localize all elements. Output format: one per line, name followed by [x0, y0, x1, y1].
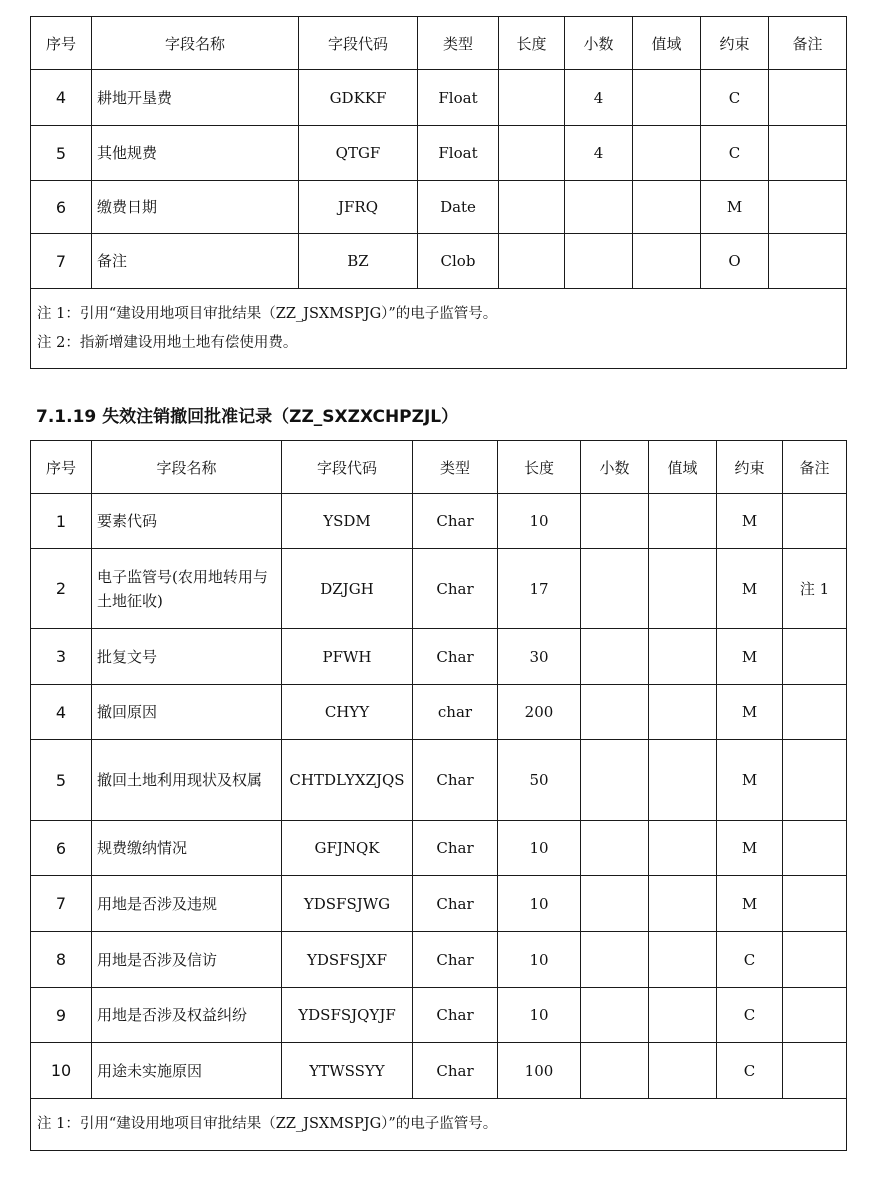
- cell-constraint: C: [701, 126, 769, 181]
- cell-type: Char: [413, 876, 498, 932]
- cell-range: [649, 629, 717, 685]
- note-2: 注 2：指新增建设用地土地有偿使用费。: [37, 334, 298, 351]
- header-remark: 备注: [783, 441, 847, 494]
- cell-range: [633, 181, 701, 234]
- cell-type: Char: [413, 821, 498, 876]
- header-remark: 备注: [769, 17, 847, 70]
- cell-constraint: M: [717, 685, 783, 740]
- table-row: [31, 629, 847, 685]
- cell-length: [499, 126, 565, 181]
- cell-field-name: 撤回原因: [92, 685, 282, 740]
- header-field-name: 字段名称: [92, 441, 282, 494]
- cell-decimal: [581, 685, 649, 740]
- header-seq: 序号: [31, 441, 92, 494]
- cell-field-code: YDSFSJXF: [282, 932, 413, 988]
- cell-field-name: 批复文号: [92, 629, 282, 685]
- cell-decimal: [581, 494, 649, 549]
- cell-length: [499, 70, 565, 126]
- table-row: [31, 1043, 847, 1099]
- header-range: 值域: [649, 441, 717, 494]
- cell-range: [649, 740, 717, 821]
- header-constraint: 约束: [717, 441, 783, 494]
- cell-remark: [783, 629, 847, 685]
- cell-field-name: 用地是否涉及违规: [92, 876, 282, 932]
- cell-constraint: M: [717, 821, 783, 876]
- header-field-code: 字段代码: [282, 441, 413, 494]
- cell-type: Date: [418, 181, 499, 234]
- table-row: [31, 932, 847, 988]
- cell-field-name: 撤回土地利用现状及权属: [92, 740, 282, 821]
- cell-length: 200: [498, 685, 581, 740]
- cell-constraint: M: [717, 740, 783, 821]
- header-type: 类型: [418, 17, 499, 70]
- cell-seq: 5: [31, 126, 92, 181]
- cell-remark: [783, 876, 847, 932]
- cell-seq: 7: [31, 876, 92, 932]
- header-length: 长度: [499, 17, 565, 70]
- cell-field-code: PFWH: [282, 629, 413, 685]
- cell-decimal: [565, 234, 633, 289]
- cell-range: [649, 821, 717, 876]
- cell-constraint: C: [717, 988, 783, 1043]
- cell-seq: 6: [31, 821, 92, 876]
- header-field-code: 字段代码: [299, 17, 418, 70]
- cell-constraint: M: [717, 876, 783, 932]
- cell-remark: [769, 70, 847, 126]
- cell-decimal: [581, 876, 649, 932]
- cell-field-code: CHYY: [282, 685, 413, 740]
- cell-field-code: GFJNQK: [282, 821, 413, 876]
- table-notes-row: [31, 1099, 847, 1151]
- cell-decimal: [565, 181, 633, 234]
- header-seq: 序号: [31, 17, 92, 70]
- cell-field-name: 电子监管号(农用地转用与土地征收): [92, 549, 282, 629]
- cell-length: 10: [498, 494, 581, 549]
- cell-decimal: [581, 821, 649, 876]
- cell-field-code: YDSFSJWG: [282, 876, 413, 932]
- cell-length: [499, 181, 565, 234]
- cell-type: Char: [413, 988, 498, 1043]
- cell-range: [649, 549, 717, 629]
- cell-decimal: [581, 988, 649, 1043]
- cell-field-name: 缴费日期: [92, 181, 299, 234]
- cell-seq: 4: [31, 70, 92, 126]
- cell-decimal: 4: [565, 126, 633, 181]
- table-notes: [31, 289, 847, 369]
- cell-length: 30: [498, 629, 581, 685]
- cell-constraint: M: [717, 549, 783, 629]
- cell-field-code: DZJGH: [282, 549, 413, 629]
- header-type: 类型: [413, 441, 498, 494]
- cell-field-name: 用地是否涉及权益纠纷: [92, 988, 282, 1043]
- header-decimal: 小数: [565, 17, 633, 70]
- cell-type: Char: [413, 740, 498, 821]
- table-row: [31, 740, 847, 821]
- table-row: [31, 988, 847, 1043]
- cell-length: 10: [498, 932, 581, 988]
- cell-remark: 注 1: [783, 549, 847, 629]
- cell-range: [633, 126, 701, 181]
- cell-range: [633, 70, 701, 126]
- cell-remark: [769, 181, 847, 234]
- cell-remark: [783, 685, 847, 740]
- cell-length: 50: [498, 740, 581, 821]
- cell-type: Float: [418, 70, 499, 126]
- cell-type: Char: [413, 932, 498, 988]
- cell-seq: 7: [31, 234, 92, 289]
- cell-remark: [769, 234, 847, 289]
- note-1: 注 1：引用“建设用地项目审批结果（ZZ_JSXMSPJG）”的电子监管号。: [37, 1116, 498, 1132]
- cell-decimal: [581, 549, 649, 629]
- cell-field-name: 规费缴纳情况: [92, 821, 282, 876]
- cell-remark: [769, 126, 847, 181]
- cell-seq: 4: [31, 685, 92, 740]
- cell-constraint: M: [717, 629, 783, 685]
- header-field-name: 字段名称: [92, 17, 299, 70]
- cell-constraint: O: [701, 234, 769, 289]
- cell-type: Char: [413, 629, 498, 685]
- cell-range: [649, 1043, 717, 1099]
- header-decimal: 小数: [581, 441, 649, 494]
- cell-field-code: BZ: [299, 234, 418, 289]
- table-row: [31, 876, 847, 932]
- cell-decimal: [581, 740, 649, 821]
- cell-length: 10: [498, 821, 581, 876]
- table-row: [31, 234, 847, 289]
- cell-range: [649, 685, 717, 740]
- table-row: [31, 549, 847, 629]
- cell-range: [649, 932, 717, 988]
- field-table-2: [30, 440, 847, 1151]
- cell-constraint: M: [717, 494, 783, 549]
- cell-constraint: C: [717, 932, 783, 988]
- cell-remark: [783, 1043, 847, 1099]
- note-1: 注 1：引用“建设用地项目审批结果（ZZ_JSXMSPJG）”的电子监管号。: [37, 305, 498, 322]
- cell-seq: 10: [31, 1043, 92, 1099]
- cell-field-name: 备注: [92, 234, 299, 289]
- cell-seq: 5: [31, 740, 92, 821]
- cell-range: [649, 876, 717, 932]
- cell-field-code: YTWSSYY: [282, 1043, 413, 1099]
- cell-constraint: C: [717, 1043, 783, 1099]
- cell-range: [649, 988, 717, 1043]
- field-table-1: [30, 16, 847, 369]
- cell-length: 100: [498, 1043, 581, 1099]
- cell-remark: [783, 740, 847, 821]
- cell-seq: 8: [31, 932, 92, 988]
- cell-type: char: [413, 685, 498, 740]
- header-length: 长度: [498, 441, 581, 494]
- cell-constraint: M: [701, 181, 769, 234]
- cell-length: 10: [498, 988, 581, 1043]
- cell-field-code: JFRQ: [299, 181, 418, 234]
- cell-field-code: QTGF: [299, 126, 418, 181]
- cell-decimal: [581, 1043, 649, 1099]
- table-row: [31, 70, 847, 126]
- cell-seq: 1: [31, 494, 92, 549]
- cell-type: Clob: [418, 234, 499, 289]
- cell-remark: [783, 988, 847, 1043]
- cell-length: 17: [498, 549, 581, 629]
- table-row: [31, 494, 847, 549]
- cell-decimal: 4: [565, 70, 633, 126]
- cell-field-code: YDSFSJQYJF: [282, 988, 413, 1043]
- cell-decimal: [581, 629, 649, 685]
- cell-field-code: GDKKF: [299, 70, 418, 126]
- cell-type: Char: [413, 1043, 498, 1099]
- cell-seq: 2: [31, 549, 92, 629]
- cell-seq: 6: [31, 181, 92, 234]
- header-range: 值域: [633, 17, 701, 70]
- cell-field-name: 耕地开垦费: [92, 70, 299, 126]
- cell-remark: [783, 821, 847, 876]
- cell-length: [499, 234, 565, 289]
- cell-decimal: [581, 932, 649, 988]
- section-heading: 7.1.19 失效注销撤回批准记录（ZZ_SXZXCHPZJL）: [36, 407, 459, 427]
- cell-field-name: 要素代码: [92, 494, 282, 549]
- table-notes: [31, 1099, 847, 1151]
- cell-field-name: 用地是否涉及信访: [92, 932, 282, 988]
- header-constraint: 约束: [701, 17, 769, 70]
- cell-range: [649, 494, 717, 549]
- cell-remark: [783, 932, 847, 988]
- table-header-row: [31, 17, 847, 70]
- table-row: [31, 685, 847, 740]
- table-header-row: [31, 441, 847, 494]
- cell-seq: 3: [31, 629, 92, 685]
- table-row: [31, 821, 847, 876]
- cell-type: Char: [413, 494, 498, 549]
- cell-type: Char: [413, 549, 498, 629]
- cell-field-name: 其他规费: [92, 126, 299, 181]
- cell-range: [633, 234, 701, 289]
- cell-seq: 9: [31, 988, 92, 1043]
- cell-remark: [783, 494, 847, 549]
- cell-constraint: C: [701, 70, 769, 126]
- cell-field-code: YSDM: [282, 494, 413, 549]
- cell-field-name: 用途未实施原因: [92, 1043, 282, 1099]
- table-notes-row: [31, 289, 847, 369]
- cell-length: 10: [498, 876, 581, 932]
- cell-type: Float: [418, 126, 499, 181]
- table-row: [31, 181, 847, 234]
- table-row: [31, 126, 847, 181]
- cell-field-code: CHTDLYXZJQS: [282, 740, 413, 821]
